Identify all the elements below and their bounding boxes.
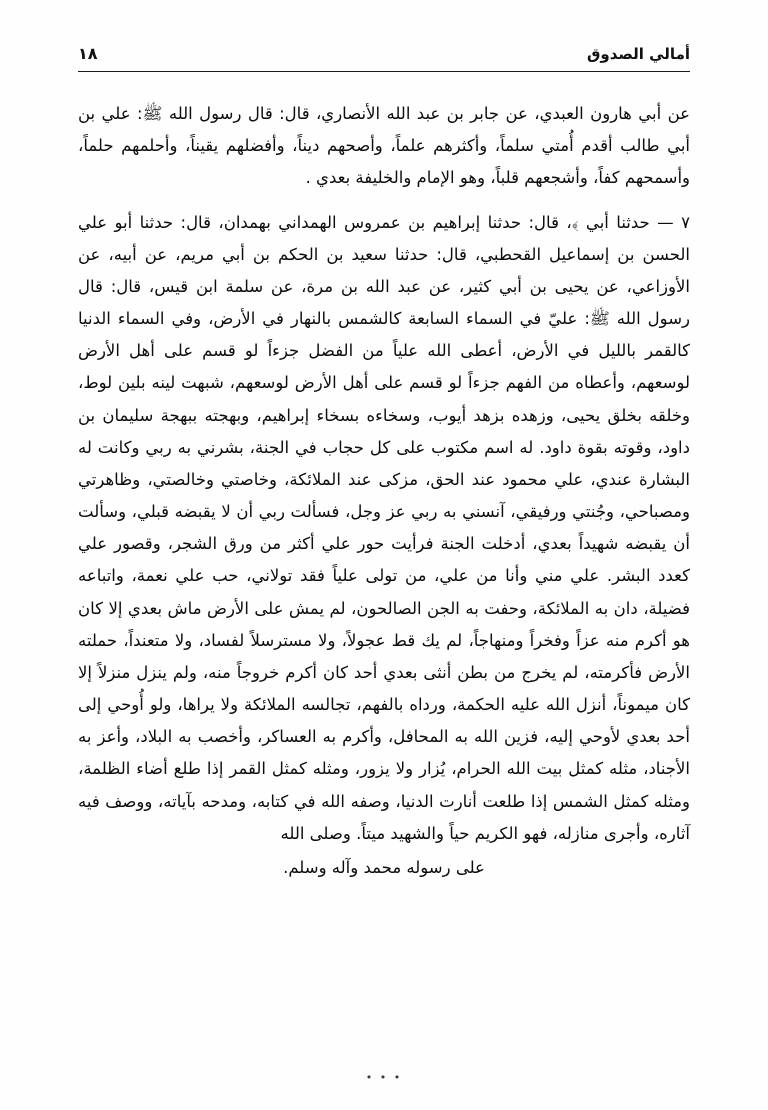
page-number: ١٨: [78, 44, 98, 63]
header-divider: [78, 71, 690, 72]
page-header: [78, 44, 690, 69]
paragraph-1: عن أبي هارون العبدي، عن جابر بن عبد الله الأنصاري، قال: قال رسول الله ﷺ: علي بن أبي طالب أقدم أُمتي سلماً، وأكثرهم علماً، وأصحهم ديناً، وأفضلهم يقيناً، وأحلمهم حلماً، وأسمحهم كفاً، وأشجعهم قلباً، وهو الإمام والخليفة بعدي .: [78, 104, 690, 188]
paragraph-2: ٧ — حدثنا أبي ﴾، قال: حدثنا إبراهيم بن عمروس الهمداني بهمدان، قال: حدثنا أبو علي الحسن بن إسماعيل القحطبي، قال: حدثنا سعيد بن الحكم بن أبي مريم، عن أبيه، عن الأوزاعي، عن يحيى بن أبي كثير، عن عبد الله بن مرة، عن سلمة ابن قيس، قال: قال رسول الله ﷺ: عليّ في السماء السابعة كالشمس بالنهار في الأرض، وفي السماء الدنيا كالقمر بالليل في الأرض، أعطى الله علياً من الفضل جزءاً لو قسم على أهل الأرض لوسعهم، وأعطاه من الفهم جزءاً لو قسم على أهل الأرض لوسعهم، شبهت لينه بلين لوط، وخلقه بخلق يحيى، وزهده بزهد أيوب، وسخاءه بسخاء إبراهيم، وبهجته ببهجة سليمان بن داود، وقوته بقوة داود. له اسم مكتوب على كل حجاب في الجنة، بشرني به ربي وكانت له البشارة عندي، علي محمود عند الحق، مزكى عند الملائكة، وخاصتي وخالصتي، وظاهرتي ومصباحي، وجُنتي ورفيقي، آنسني به ربي عز وجل، فسألت ربي أن لا يقبضه قبلي، وسألت أن يقبضه شهيداً بعدي، أدخلت الجنة فرأيت حور علي أكثر من ورق الشجر، وقصور علي كعدد البشر. علي مني وأنا من علي، من تولى علياً فقد تولاني، حب علي نعمة، واتباعه فضيلة، دان به الملائكة، وحفت به الجن الصالحون، لم يمش على الأرض ماش بعدي إلا كان هو أكرم منه عزاً وفخراً ومنهاجاً، لم يك قط عجولاً، ولا مسترسلاً لفساد، ولا متعنداً، حملته الأرض فأكرمته، لم يخرج من بطن أنثى بعدي أحد كان أكرم خروجاً منه، ولم ينزل منزلاً إلا كان ميموناً، أنزل الله عليه الحكمة، ورداه بالفهم، تجالسه الملائكة ولا يراها، ولو أُوحي إلى أحد بعدي لأوحي إليه، فزين الله به المحافل، وأكرم به العساكر، وأخصب به البلاد، وأعز به الأجناد، مثله كمثل بيت الله الحرام، يُزار ولا يزور، ومثله كمثل القمر إذا طلع أضاء الظلمة، ومثله كمثل الشمس إذا طلعت أنارت الدنيا، وصفه الله في كتابه، ومدحه بآياته، ووصف فيه آثاره، وأجرى منازله، فهو الكريم حياً والشهيد ميتاً. وصلى الله: [78, 212, 690, 843]
paragraph-3: على رسوله محمد وآله وسلم.: [283, 857, 485, 877]
body-text: [78, 98, 690, 884]
page-content: [78, 44, 690, 886]
book-title: أمالي الصدوق: [586, 45, 690, 63]
footer-mark: • • •: [365, 1071, 403, 1084]
